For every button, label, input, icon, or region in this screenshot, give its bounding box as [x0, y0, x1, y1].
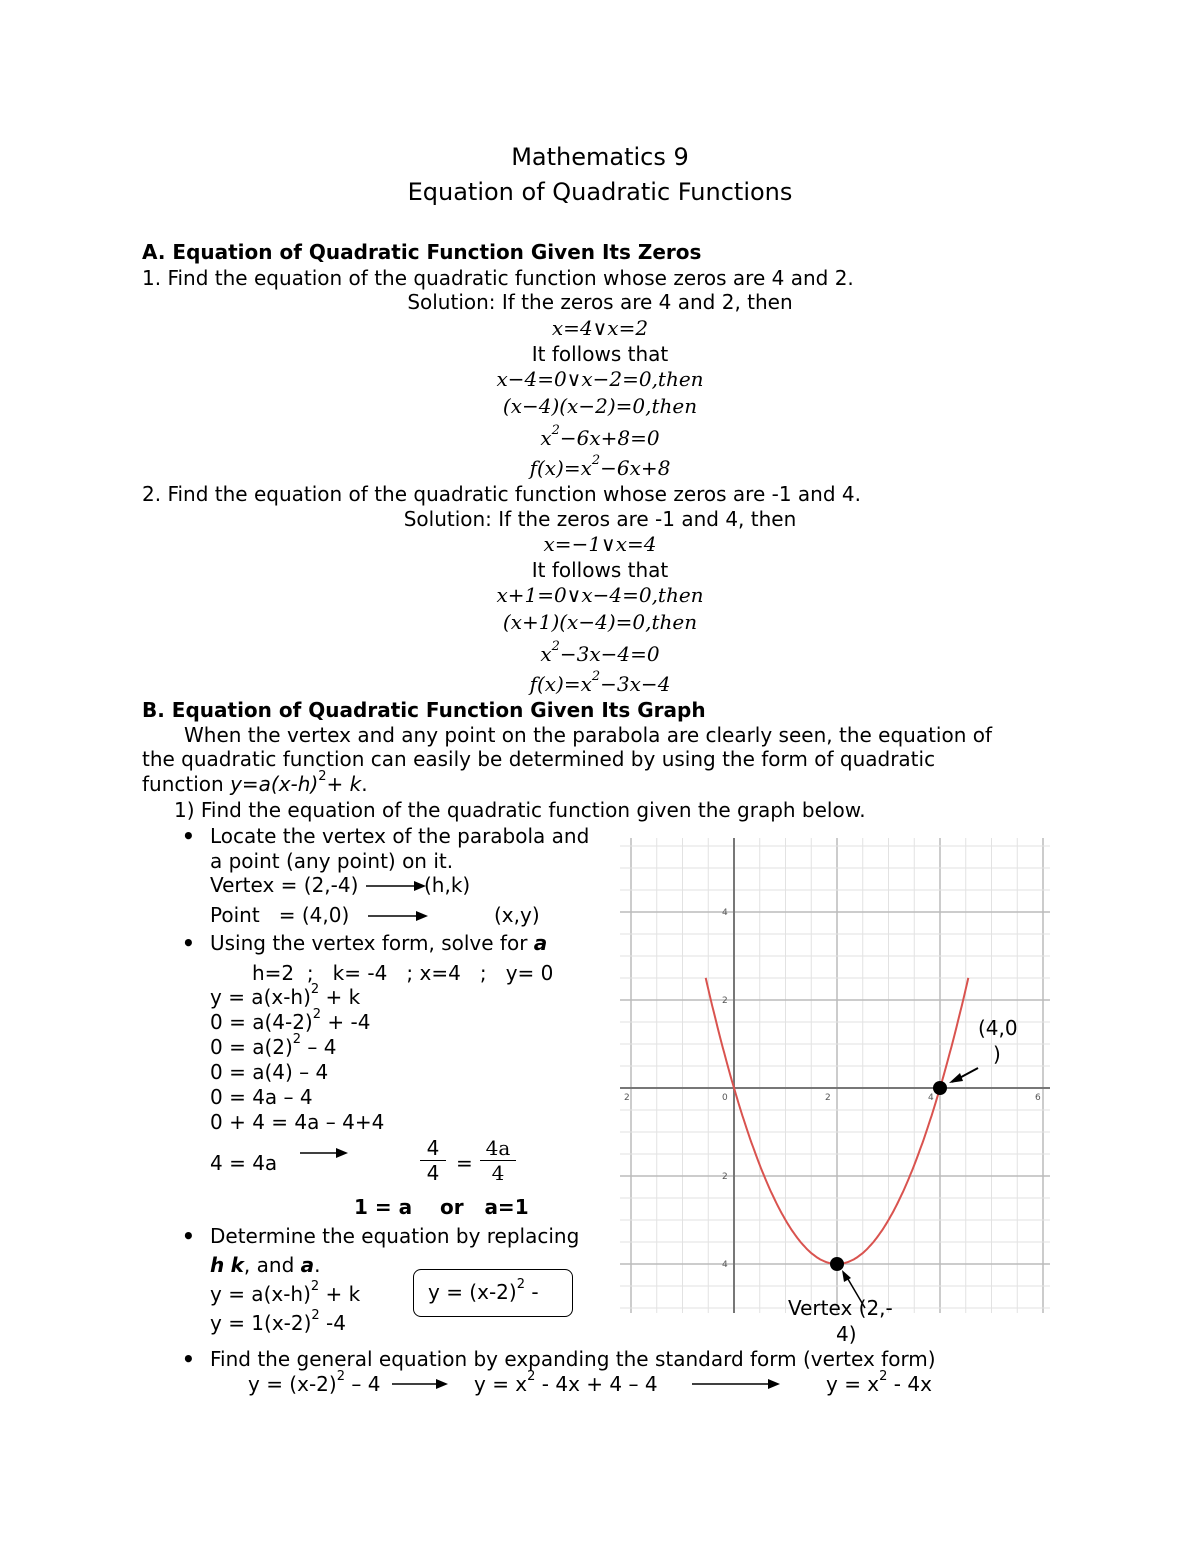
vertex-callout-line-1: Vertex (2,- [788, 1296, 893, 1320]
replace-vars: h k, and a. [210, 1253, 321, 1277]
section-b-intro-3: function $y=a(x-h)^2+ k$. [142, 769, 368, 796]
arrow-icon [392, 1376, 450, 1392]
problem-1-solution: Solution: If the zeros are 4 and 2, then [407, 290, 793, 314]
y-tick-label: 2 [722, 1172, 728, 1182]
arrow-icon [692, 1376, 784, 1392]
section-b-heading: B. Equation of Quadratic Function Given Its Graph [142, 698, 706, 722]
page-subtitle: Equation of Quadratic Functions [407, 178, 793, 206]
replace-line-1: $y = a(x-h)^2 + k$ [210, 1279, 361, 1306]
work-line-7: 4 = 4a [210, 1151, 278, 1175]
point-callout-line-1: (4,0 [978, 1016, 1018, 1040]
question-1: 1) Find the equation of the quadratic function given the graph below. [174, 798, 866, 822]
result-a: 1 = a or a=1 [354, 1195, 529, 1219]
expand-step-1: $y = (x-2)^2 - 4$ [248, 1369, 381, 1396]
expand-step-3: $y = x^2 - 4x$ [826, 1369, 932, 1396]
work-line-4: 0 = a(4) – 4 [210, 1060, 329, 1084]
work-line-6: 0 + 4 = 4a – 4+4 [210, 1110, 385, 1134]
y-tick-label: 4 [722, 1260, 728, 1270]
bullet-vertex-form: • Using the vertex form, solve for a [210, 931, 547, 955]
arrow-icon [366, 878, 428, 894]
x-tick-label: 2 [624, 1093, 630, 1103]
point-target: (x,y) [494, 903, 540, 927]
problem-1-step-5: $f(x)=x^2-6x+8$ [529, 453, 671, 480]
vertex-callout-line-2: 4) [836, 1322, 857, 1346]
work-line-5: 0 = 4a – 4 [210, 1085, 313, 1109]
vertex-target: (h,k) [424, 873, 471, 897]
problem-1-step-4: $x^2-6x+8=0$ [540, 423, 660, 450]
graph-point [830, 1257, 844, 1271]
x-tick-label: 0 [722, 1093, 728, 1103]
work-line-3: $0 = a(2)^2 - 4$ [210, 1032, 337, 1059]
graph-point [933, 1081, 947, 1095]
problem-2-step-3: (x+1)(x−4)=0,then [502, 610, 698, 634]
bullet-locate-vertex-cont: a point (any point) on it. [210, 849, 454, 873]
parabola-graph [620, 838, 1050, 1313]
problem-1-follows: It follows that [531, 342, 669, 366]
arrow-icon [368, 908, 430, 924]
fraction-left: 4 4 [420, 1136, 446, 1185]
given-values: h=2 ; k= -4 ; x=4 ; y= 0 [252, 961, 554, 985]
vertex-given: Vertex = (2,-4) [210, 873, 359, 897]
problem-1-step-2: x−4=0∨x−2=0,then [496, 367, 704, 391]
problem-2-question: 2. Find the equation of the quadratic function whose zeros are -1 and 4. [142, 482, 861, 506]
work-line-2: $0 = a(4-2)^2 + -4$ [210, 1007, 371, 1034]
problem-2-step-4: $x^2-3x-4=0$ [540, 639, 660, 666]
work-line-1: $y = a(x-h)^2 + k$ [210, 982, 361, 1009]
callout-arrowhead [949, 1073, 963, 1083]
x-tick-label: 2 [825, 1093, 831, 1103]
point-given: Point = (4,0) [210, 903, 350, 927]
x-tick-label: 6 [1035, 1093, 1041, 1103]
expand-step-2: $y = x^2 - 4x + 4 - 4$ [474, 1369, 658, 1396]
replace-line-2: $y = 1(x-2)^2$ -4 [210, 1308, 347, 1335]
problem-1-step-3: (x−4)(x−2)=0,then [502, 394, 698, 418]
problem-2-step-5: $f(x)=x^2-3x-4$ [529, 669, 671, 696]
problem-1-step-1: x=4∨x=2 [551, 316, 649, 340]
problem-1-question: 1. Find the equation of the quadratic function whose zeros are 4 and 2. [142, 266, 854, 290]
fraction-equals: = [456, 1151, 473, 1175]
arrow-icon [300, 1145, 350, 1161]
bullet-replace: • Determine the equation by replacing [210, 1224, 579, 1248]
fraction-right: 4a 4 [480, 1136, 516, 1185]
problem-2-follows: It follows that [531, 558, 669, 582]
answer-boxed: $y = (x-2)^2$ - [428, 1277, 539, 1304]
section-b-intro-2: the quadratic function can easily be determined by using the form of quadratic [142, 747, 936, 771]
section-a-heading: A. Equation of Quadratic Function Given Its Zeros [142, 240, 702, 264]
point-callout-line-2: ) [993, 1042, 1001, 1066]
bullet-locate-vertex: • Locate the vertex of the parabola and [210, 824, 589, 848]
problem-2-step-2: x+1=0∨x−4=0,then [496, 583, 704, 607]
y-tick-label: 2 [722, 996, 728, 1006]
graph-grid [620, 838, 1050, 1313]
bullet-general: • Find the general equation by expanding the standard form (vertex form) [210, 1347, 936, 1371]
problem-2-step-1: x=−1∨x=4 [543, 532, 657, 556]
section-b-intro-1: When the vertex and any point on the parabola are clearly seen, the equation of [184, 723, 993, 747]
x-tick-label: 4 [928, 1093, 934, 1103]
problem-2-solution: Solution: If the zeros are -1 and 4, then [403, 507, 797, 531]
y-tick-label: 4 [722, 908, 728, 918]
page-title: Mathematics 9 [511, 143, 689, 171]
callout-arrowhead [842, 1270, 851, 1282]
